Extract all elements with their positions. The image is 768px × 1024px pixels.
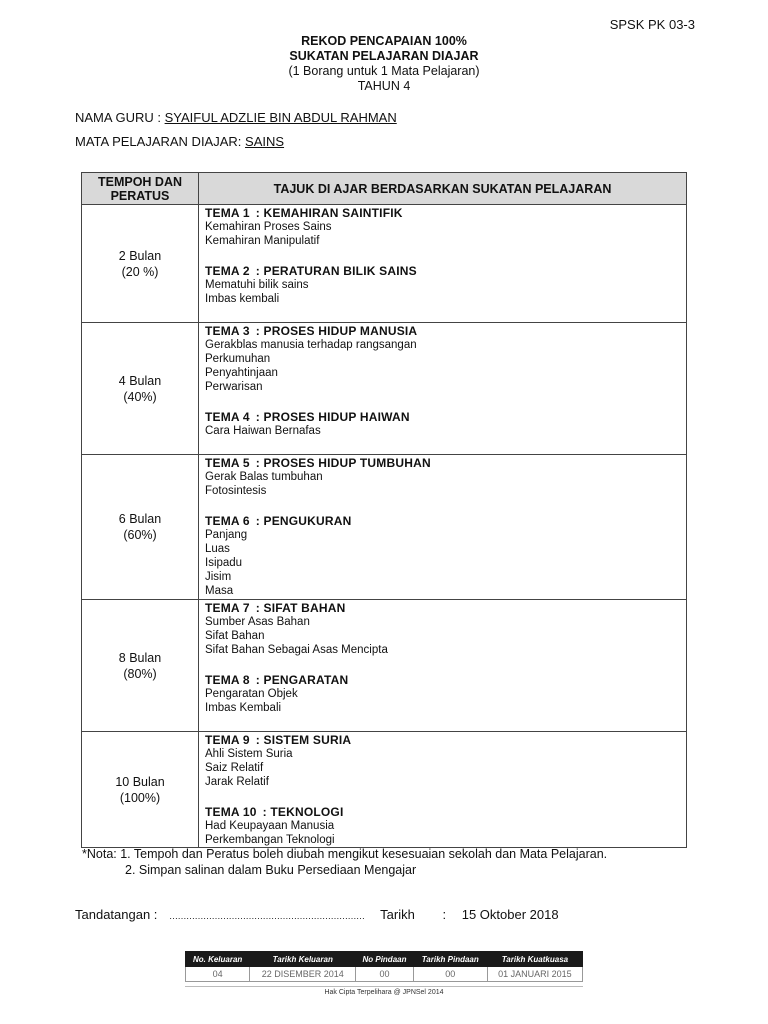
- period-duration: 10 Bulan: [115, 774, 165, 789]
- revision-value: 01 JANUARI 2015: [487, 967, 582, 982]
- period-duration: 8 Bulan: [118, 650, 162, 665]
- revision-value: 00: [356, 967, 413, 982]
- topic-item: Fotosintesis: [205, 485, 267, 497]
- syllabus-table: [81, 172, 687, 848]
- signature-label: Tandatangan :: [75, 907, 158, 922]
- period-cell: [82, 455, 199, 600]
- title-line-4: TAHUN 4: [357, 79, 411, 93]
- revision-value: 22 DISEMBER 2014: [250, 967, 356, 982]
- theme-heading: TEMA 3 : PROSES HIDUP MANUSIA: [205, 324, 418, 338]
- notes-section: [82, 846, 607, 878]
- topic-item: Cara Haiwan Bernafas: [205, 425, 321, 437]
- table-row: [82, 205, 687, 323]
- topic-item: Saiz Relatif: [205, 762, 264, 774]
- theme-heading: TEMA 10 : TEKNOLOGI: [205, 805, 344, 819]
- period-duration: 2 Bulan: [118, 248, 162, 263]
- period-column-header: TEMPOH DAN PERATUS: [82, 173, 199, 205]
- theme-heading: TEMA 4 : PROSES HIDUP HAIWAN: [205, 410, 410, 424]
- subject-field: [75, 134, 284, 149]
- topic-item: Isipadu: [205, 557, 243, 569]
- topic-item: Perkembangan Teknologi: [205, 834, 335, 846]
- table-header-row: [82, 173, 687, 205]
- signature-blank: ……………………………………………………………: [169, 911, 365, 921]
- revision-value-row: [186, 967, 583, 982]
- topic-item: Ahli Sistem Suria: [205, 748, 293, 760]
- date-label: Tarikh: [380, 907, 415, 922]
- period-percent: (60%): [123, 528, 157, 542]
- period-percent: (40%): [123, 389, 157, 404]
- teacher-value: SYAIFUL ADZLIE BIN ABDUL RAHMAN: [164, 110, 397, 125]
- revision-header: No Pindaan: [356, 952, 413, 967]
- revision-value: 00: [413, 967, 487, 982]
- topic-item: Gerak Balas tumbuhan: [205, 471, 323, 483]
- theme-heading: TEMA 2 : PERATURAN BILIK SAINS: [205, 264, 417, 278]
- period-cell: [82, 600, 199, 732]
- topic-item: Kemahiran Proses Sains: [205, 221, 332, 233]
- topic-item: Luas: [205, 543, 230, 555]
- topic-item: Perwarisan: [205, 381, 263, 393]
- topics-cell: [199, 323, 687, 455]
- period-duration: 4 Bulan: [118, 373, 162, 388]
- topic-item: Had Keupayaan Manusia: [205, 820, 335, 832]
- theme-heading: TEMA 9 : SISTEM SURIA: [205, 733, 352, 747]
- topic-item: Jisim: [205, 571, 232, 583]
- title-line-1: REKOD PENCAPAIAN 100%: [301, 34, 467, 48]
- title-line-3: (1 Borang untuk 1 Mata Pelajaran): [288, 64, 480, 78]
- revision-header: Tarikh Keluaran: [250, 952, 356, 967]
- topic-item: Jarak Relatif: [205, 776, 269, 788]
- topic-item: Perkumuhan: [205, 353, 271, 365]
- copyright-notice: Hak Cipta Terpelihara @ JPNSel 2014: [185, 986, 583, 996]
- document-header: [0, 34, 768, 94]
- topics-cell: [199, 205, 687, 323]
- topic-item: Panjang: [205, 529, 248, 541]
- topics-cell: [199, 455, 687, 600]
- period-percent: (20 %): [121, 264, 159, 279]
- topic-item: Penyahtinjaan: [205, 367, 278, 379]
- topics-cell: [199, 732, 687, 848]
- topic-item: Kemahiran Manipulatif: [205, 235, 320, 247]
- topic-item: Sifat Bahan: [205, 630, 265, 642]
- note-line-1: *Nota: 1. Tempoh dan Peratus boleh diubah mengikut kesesuaian sekolah dan Mata Pelajaran.: [82, 847, 608, 861]
- theme-heading: TEMA 1 : KEMAHIRAN SAINTIFIK: [205, 206, 403, 220]
- topic-item: Imbas Kembali: [205, 702, 282, 714]
- revision-value: 04: [186, 967, 250, 982]
- topic-item: Sifat Bahan Sebagai Asas Mencipta: [205, 644, 388, 656]
- period-percent: (100%): [119, 790, 161, 805]
- topics-column-header: TAJUK DI AJAR BERDASARKAN SUKATAN PELAJARAN: [199, 173, 687, 205]
- topic-item: Imbas kembali: [205, 293, 280, 305]
- table-row: [82, 732, 687, 848]
- theme-heading: TEMA 8 : PENGARATAN: [205, 673, 349, 687]
- topics-cell: [199, 600, 687, 732]
- period-percent: (80%): [123, 666, 157, 681]
- topic-item: Sumber Asas Bahan: [205, 616, 310, 628]
- revision-header-row: [186, 952, 583, 967]
- signature-line: [75, 907, 559, 922]
- period-cell: [82, 205, 199, 323]
- title-line-2: SUKATAN PELAJARAN DIAJAR: [289, 49, 479, 63]
- revision-header: Tarikh Kuatkuasa: [487, 952, 582, 967]
- table-row: [82, 323, 687, 455]
- theme-heading: TEMA 7 : SIFAT BAHAN: [205, 601, 346, 615]
- teacher-label: NAMA GURU :: [75, 110, 161, 125]
- table-row: [82, 455, 687, 600]
- note-line-2: 2. Simpan salinan dalam Buku Persediaan Mengajar: [125, 863, 417, 877]
- revision-header: No. Keluaran: [186, 952, 250, 967]
- teacher-field: [75, 110, 397, 125]
- subject-value: SAINS: [245, 134, 285, 149]
- topic-item: Gerakblas manusia terhadap rangsangan: [205, 339, 417, 351]
- revision-header: Tarikh Pindaan: [413, 952, 487, 967]
- theme-heading: TEMA 5 : PROSES HIDUP TUMBUHAN: [205, 456, 431, 470]
- theme-heading: TEMA 6 : PENGUKURAN: [205, 514, 352, 528]
- topic-item: Pengaratan Objek: [205, 688, 298, 700]
- subject-label: MATA PELAJARAN DIAJAR:: [75, 134, 242, 149]
- topic-item: Masa: [205, 585, 234, 597]
- period-cell: [82, 732, 199, 848]
- revision-table: [185, 951, 583, 982]
- period-cell: [82, 323, 199, 455]
- table-row: [82, 600, 687, 732]
- date-colon: :: [442, 907, 447, 922]
- document-code: SPSK PK 03-3: [609, 17, 695, 32]
- date-value: 15 Oktober 2018: [461, 907, 559, 922]
- topic-item: Mematuhi bilik sains: [205, 279, 309, 291]
- period-duration: 6 Bulan: [118, 512, 162, 526]
